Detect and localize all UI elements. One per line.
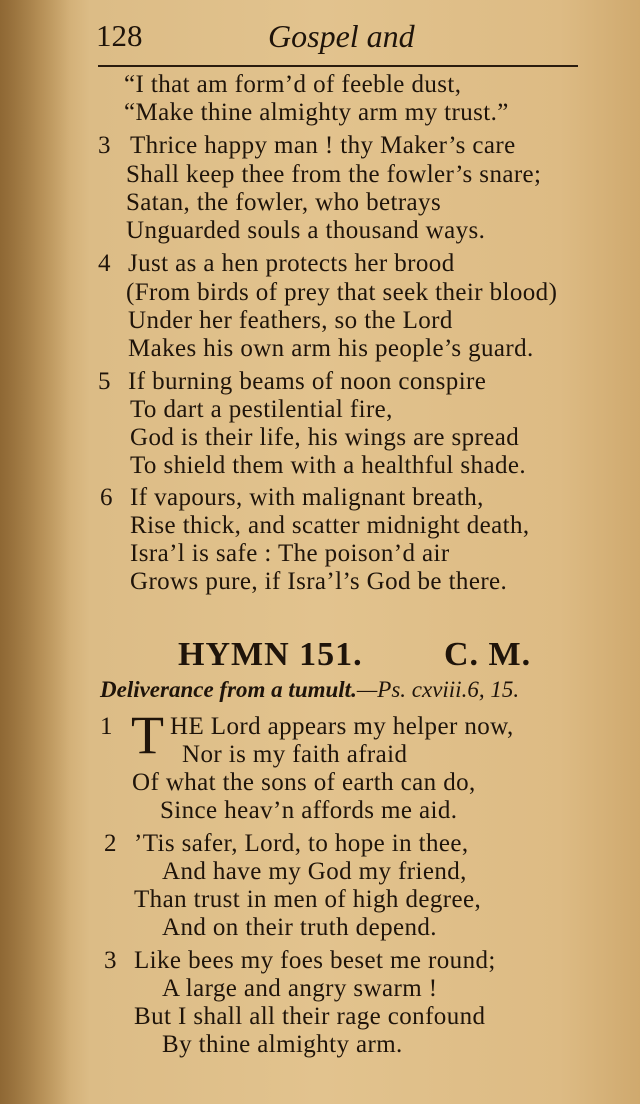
- hymn-heading: [178, 636, 578, 676]
- verse-line: Thrice happy man ! thy Maker’s care: [130, 132, 516, 159]
- verse-line: Nor is my faith afraid: [182, 741, 408, 768]
- verse-line: If burning beams of noon conspire: [128, 368, 487, 395]
- verse-line: “Make thine almighty arm my trust.”: [124, 99, 509, 126]
- stanza-number: 4: [98, 250, 111, 277]
- header-rule: [98, 65, 578, 67]
- verse-line: Of what the sons of earth can do,: [132, 769, 476, 796]
- stanza-number: 5: [98, 368, 111, 395]
- verse-line: HE Lord appears my helper now,: [170, 713, 514, 740]
- verse-line: “I that am form’d of feeble dust,: [124, 71, 462, 98]
- stanza-number: 2: [104, 830, 117, 857]
- verse-line: If vapours, with malignant breath,: [130, 484, 484, 511]
- stanza-number: 1: [100, 713, 113, 740]
- verse-line: Under her feathers, so the Lord: [128, 307, 453, 334]
- verse-line: Isra’l is safe : The poison’d air: [130, 540, 450, 567]
- hymn-title: HYMN 151.: [178, 636, 363, 673]
- verse-line: Unguarded souls a thousand ways.: [126, 217, 486, 244]
- hymn-meter: C. M.: [444, 636, 532, 673]
- verse-line: By thine almighty arm.: [162, 1031, 403, 1058]
- verse-line: Than trust in men of high degree,: [134, 886, 482, 913]
- verse-line: Satan, the fowler, who betrays: [126, 189, 442, 216]
- verse-line: Makes his own arm his people’s guard.: [128, 335, 534, 362]
- page-header: [96, 18, 616, 62]
- verse-line: Grows pure, if Isra’l’s God be there.: [130, 568, 508, 595]
- verse-line: Like bees my foes beset me round;: [134, 947, 496, 974]
- hymn-occasion: Deliverance from a tumult.: [100, 677, 357, 702]
- stanza-number: 6: [100, 484, 113, 511]
- verse-line: Just as a hen protects her brood: [128, 250, 455, 277]
- verse-line: To dart a pestilential fire,: [130, 396, 393, 423]
- page-edge-shading: [0, 0, 70, 1104]
- hymn-subtitle: [100, 677, 519, 703]
- verse-line: ’Tis safer, Lord, to hope in thee,: [134, 830, 469, 857]
- verse-line: Rise thick, and scatter midnight death,: [130, 512, 530, 539]
- verse-line: A large and angry swarm !: [162, 975, 438, 1002]
- verse-line: God is their life, his wings are spread: [130, 424, 520, 451]
- page-number: 128: [96, 18, 143, 53]
- drop-cap: T: [131, 705, 164, 765]
- stanza-number: 3: [98, 132, 111, 159]
- verse-line: Shall keep thee from the fowler’s snare;: [126, 161, 542, 188]
- verse-line: But I shall all their rage confound: [134, 1003, 486, 1030]
- verse-line: And on their truth depend.: [162, 914, 437, 941]
- verse-line: To shield them with a healthful shade.: [130, 452, 526, 479]
- verse-line: Since heav’n affords me aid.: [160, 797, 458, 824]
- verse-line: (From birds of prey that seek their blood): [126, 279, 558, 306]
- running-title: Gospel and: [268, 18, 415, 54]
- stanza-number: 3: [104, 947, 117, 974]
- scripture-reference: —Ps. cxviii.6, 15.: [356, 677, 520, 702]
- verse-line: And have my God my friend,: [162, 858, 467, 885]
